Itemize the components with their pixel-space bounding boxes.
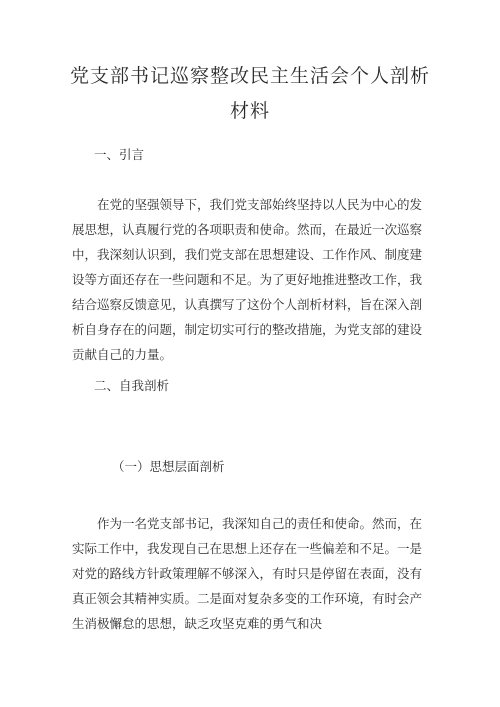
paragraph-line: 中，我深刻认识到，我们党支部在思想建设、工作作风、制度建 bbox=[72, 247, 423, 262]
paragraph-line: 展思想，认真履行党的各项职责和使命。然而，在最近一次巡察 bbox=[72, 222, 423, 237]
paragraph-line: 真正领会其精神实质。二是面对复杂多变的工作环境，有时会产 bbox=[72, 591, 423, 606]
paragraph-line: 设等方面还存在一些问题和不足。为了更好地推进整改工作，我 bbox=[72, 272, 423, 287]
paragraph-line: 生消极懈怠的思想，缺乏攻坚克难的勇气和决 bbox=[72, 616, 323, 631]
section-heading-introduction: 一、引言 bbox=[94, 147, 145, 162]
subsection-heading-ideology: （一）思想层面剖析 bbox=[112, 459, 225, 474]
introduction-paragraph bbox=[72, 192, 434, 367]
document-title-line-1: 党支部书记巡察整改民主生活会个人剖析 bbox=[69, 65, 430, 87]
paragraph-line: 作为一名党支部书记，我深知自己的责任和使命。然而，在 bbox=[97, 516, 423, 531]
paragraph-line: 对党的路线方针政策理解不够深入，有时只是停留在表面，没有 bbox=[72, 566, 423, 581]
document-title-line-2: 材料 bbox=[229, 100, 270, 122]
paragraph-line: 在党的坚强领导下，我们党支部始终坚持以人民为中心的发 bbox=[97, 197, 423, 212]
paragraph-line: 结合巡察反馈意见，认真撰写了这份个人剖析材料，旨在深入剖 bbox=[72, 297, 423, 312]
paragraph-line: 析自身存在的问题，制定切实可行的整改措施，为党支部的建设 bbox=[72, 322, 423, 337]
section-heading-self-analysis: 二、自我剖析 bbox=[94, 378, 170, 393]
paragraph-line: 贡献自己的力量。 bbox=[72, 347, 173, 362]
paragraph-line: 实际工作中，我发现自己在思想上还存在一些偏差和不足。一是 bbox=[72, 541, 423, 556]
ideology-paragraph bbox=[72, 511, 434, 636]
